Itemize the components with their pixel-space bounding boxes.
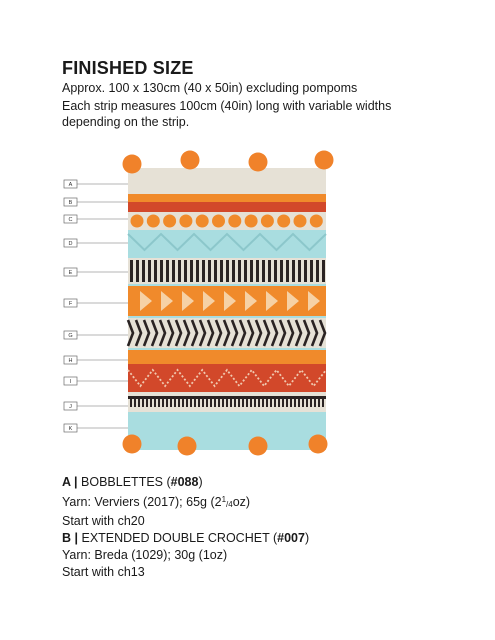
strip-e-stripe [166,260,169,282]
strip-j-tick [254,399,256,407]
strip-j-tick [250,399,252,407]
strip-j-tick [314,399,316,407]
strip-c-dot [179,215,192,228]
strip-j-tick [258,399,260,407]
strip-label-b: B [68,200,73,207]
section-a-yarn-suffix: oz) [232,495,251,509]
section-a [62,474,442,530]
pompom [315,151,334,170]
strip-e-stripe [244,260,247,282]
strip-e-stripe [208,260,211,282]
strip-e-stripe [298,260,301,282]
strip-c-dot [261,215,274,228]
strip-j-tick [202,399,204,407]
strip-e-stripe [226,260,229,282]
strip-j-tick [138,399,140,407]
strip-label-i: I [69,379,72,386]
strip-label-g: G [68,333,73,340]
strip-e-stripe [256,260,259,282]
strip-label-f: F [68,301,73,308]
pompom [249,153,268,172]
section-b-close: ) [304,531,310,545]
strip-e-stripe [232,260,235,282]
section-b [62,530,442,581]
section-a-yarn-text: Yarn: Verviers (2017); 65g (2 [62,495,222,509]
strip-j-tick [210,399,212,407]
strip-j-tick [162,399,164,407]
strip-e-stripe [316,260,319,282]
strip-c-dot [294,215,307,228]
strip-label-k: K [68,426,73,433]
strip-j-tick [282,399,284,407]
strip-c-dot [131,215,144,228]
strip-j-tick [238,399,240,407]
section-a-yarn-sup: 1 [221,495,227,504]
strip-k [128,414,326,450]
strip-e-stripe [310,260,313,282]
strip-label-e: E [68,270,73,277]
strip-label-h: H [68,358,73,365]
strip-j-tick [154,399,156,407]
section-b-letter: B [62,531,72,545]
section-a-yarn [62,491,442,513]
strip-j-line [128,396,326,399]
strip-e-stripe [238,260,241,282]
strip-b-top [128,194,326,202]
strip-label-c: C [68,217,73,224]
pompom [249,437,268,456]
strip-j-tick [146,399,148,407]
strip-j-tick [158,399,160,407]
section-b-yarn: Yarn: Breda (1029); 30g (1oz) [62,548,228,562]
blanket-diagram [62,148,352,458]
strip-e-stripe [220,260,223,282]
strip-c-dot [228,215,241,228]
strip-j-tick [266,399,268,407]
section-a-close: ) [198,475,203,489]
strip-j-tick [166,399,168,407]
strip-e-stripe [268,260,271,282]
strip-c-dot [212,215,225,228]
strip-h [128,350,326,364]
strip-j-tick [194,399,196,407]
strip-j-tick [174,399,176,407]
strip-j-tick [246,399,248,407]
strip-e-stripe [202,260,205,282]
strip-line: Each strip measures 100cm (40in) long with variable widths depending on the strip. [62,99,392,129]
strip-j-tick [262,399,264,407]
strip-e-stripe [160,260,163,282]
strip-e-stripe [178,260,181,282]
strip-j-tick [218,399,220,407]
section-a-yarn-sub: /4 [226,500,233,509]
strip-e-stripe [184,260,187,282]
strip-j-tick [278,399,280,407]
strip-j-tick [242,399,244,407]
strip-j-tick [222,399,224,407]
pompom [178,437,197,456]
strip-a [128,168,326,194]
strip-e-stripe [286,260,289,282]
section-b-separator: | [71,531,82,545]
pompom [309,435,328,454]
strip-j-tick [274,399,276,407]
strip-j-tick [306,399,308,407]
strip-j-tick [142,399,144,407]
strip-j-tick [182,399,184,407]
strip-j-tick [286,399,288,407]
pompom [123,435,142,454]
strip-c-dot [163,215,176,228]
strip-e-stripe [250,260,253,282]
intro-text [62,80,442,132]
section-a-code: #088 [170,475,199,489]
strip-e-stripe [154,260,157,282]
strip-e-stripe [274,260,277,282]
strip-e-stripe [136,260,139,282]
strip-j-tick [234,399,236,407]
strip-j-tick [226,399,228,407]
strip-e-stripe [280,260,283,282]
strip-b [128,202,326,212]
section-a-separator: | [70,475,82,489]
strip-j-tick [178,399,180,407]
section-a-letter: A [62,475,71,489]
strip-e-stripe [172,260,175,282]
strip-j-tick [322,399,324,407]
size-line: Approx. 100 x 130cm (40 x 50in) excluding pompoms [62,81,358,95]
pompom [181,151,200,170]
section-a-title [62,474,442,491]
strip-j-tick [170,399,172,407]
pompom [123,155,142,174]
strip-e-stripe [190,260,193,282]
strip-e-stripe [262,260,265,282]
strip-e-stripe [304,260,307,282]
section-b-start: Start with ch13 [62,565,145,579]
section-b-code: #007 [277,531,305,545]
strip-c-dot [147,215,160,228]
strip-j-tick [318,399,320,407]
strip-j-tick [198,399,200,407]
strip-j-tick [190,399,192,407]
strip-j-tick [206,399,208,407]
strip-j-tick [134,399,136,407]
strip-e-stripe [196,260,199,282]
strip-c-dot [277,215,290,228]
strip-j-tick [214,399,216,407]
section-a-name: BOBBLETTES ( [81,475,171,489]
strip-e-stripe [214,260,217,282]
strip-j-tick [302,399,304,407]
strip-e-stripe [142,260,145,282]
strip-j-tick [310,399,312,407]
strip-j-tick [270,399,272,407]
strip-j-tick [290,399,292,407]
strip-j-tick [298,399,300,407]
strip-label-a: A [68,182,73,189]
strip-e-stripe [322,260,325,282]
strip-e-stripe [292,260,295,282]
strip-c-dot [310,215,323,228]
section-a-start: Start with ch20 [62,514,145,528]
strip-j-tick [130,399,132,407]
section-b-name: EXTENDED DOUBLE CROCHET ( [81,531,278,545]
strip-e-stripe [148,260,151,282]
strip-c-dot [196,215,209,228]
strip-label-d: D [68,241,73,248]
strip-j-tick [230,399,232,407]
strip-i [128,364,326,392]
strip-j-tick [294,399,296,407]
section-b-title [62,530,442,547]
strip-e-stripe [130,260,133,282]
strip-label-j: J [69,404,72,411]
blanket-illustration [62,148,352,458]
strip-j-tick [186,399,188,407]
strip-j-tick [150,399,152,407]
strip-c-dot [245,215,258,228]
page-title: FINISHED SIZE [62,58,194,78]
